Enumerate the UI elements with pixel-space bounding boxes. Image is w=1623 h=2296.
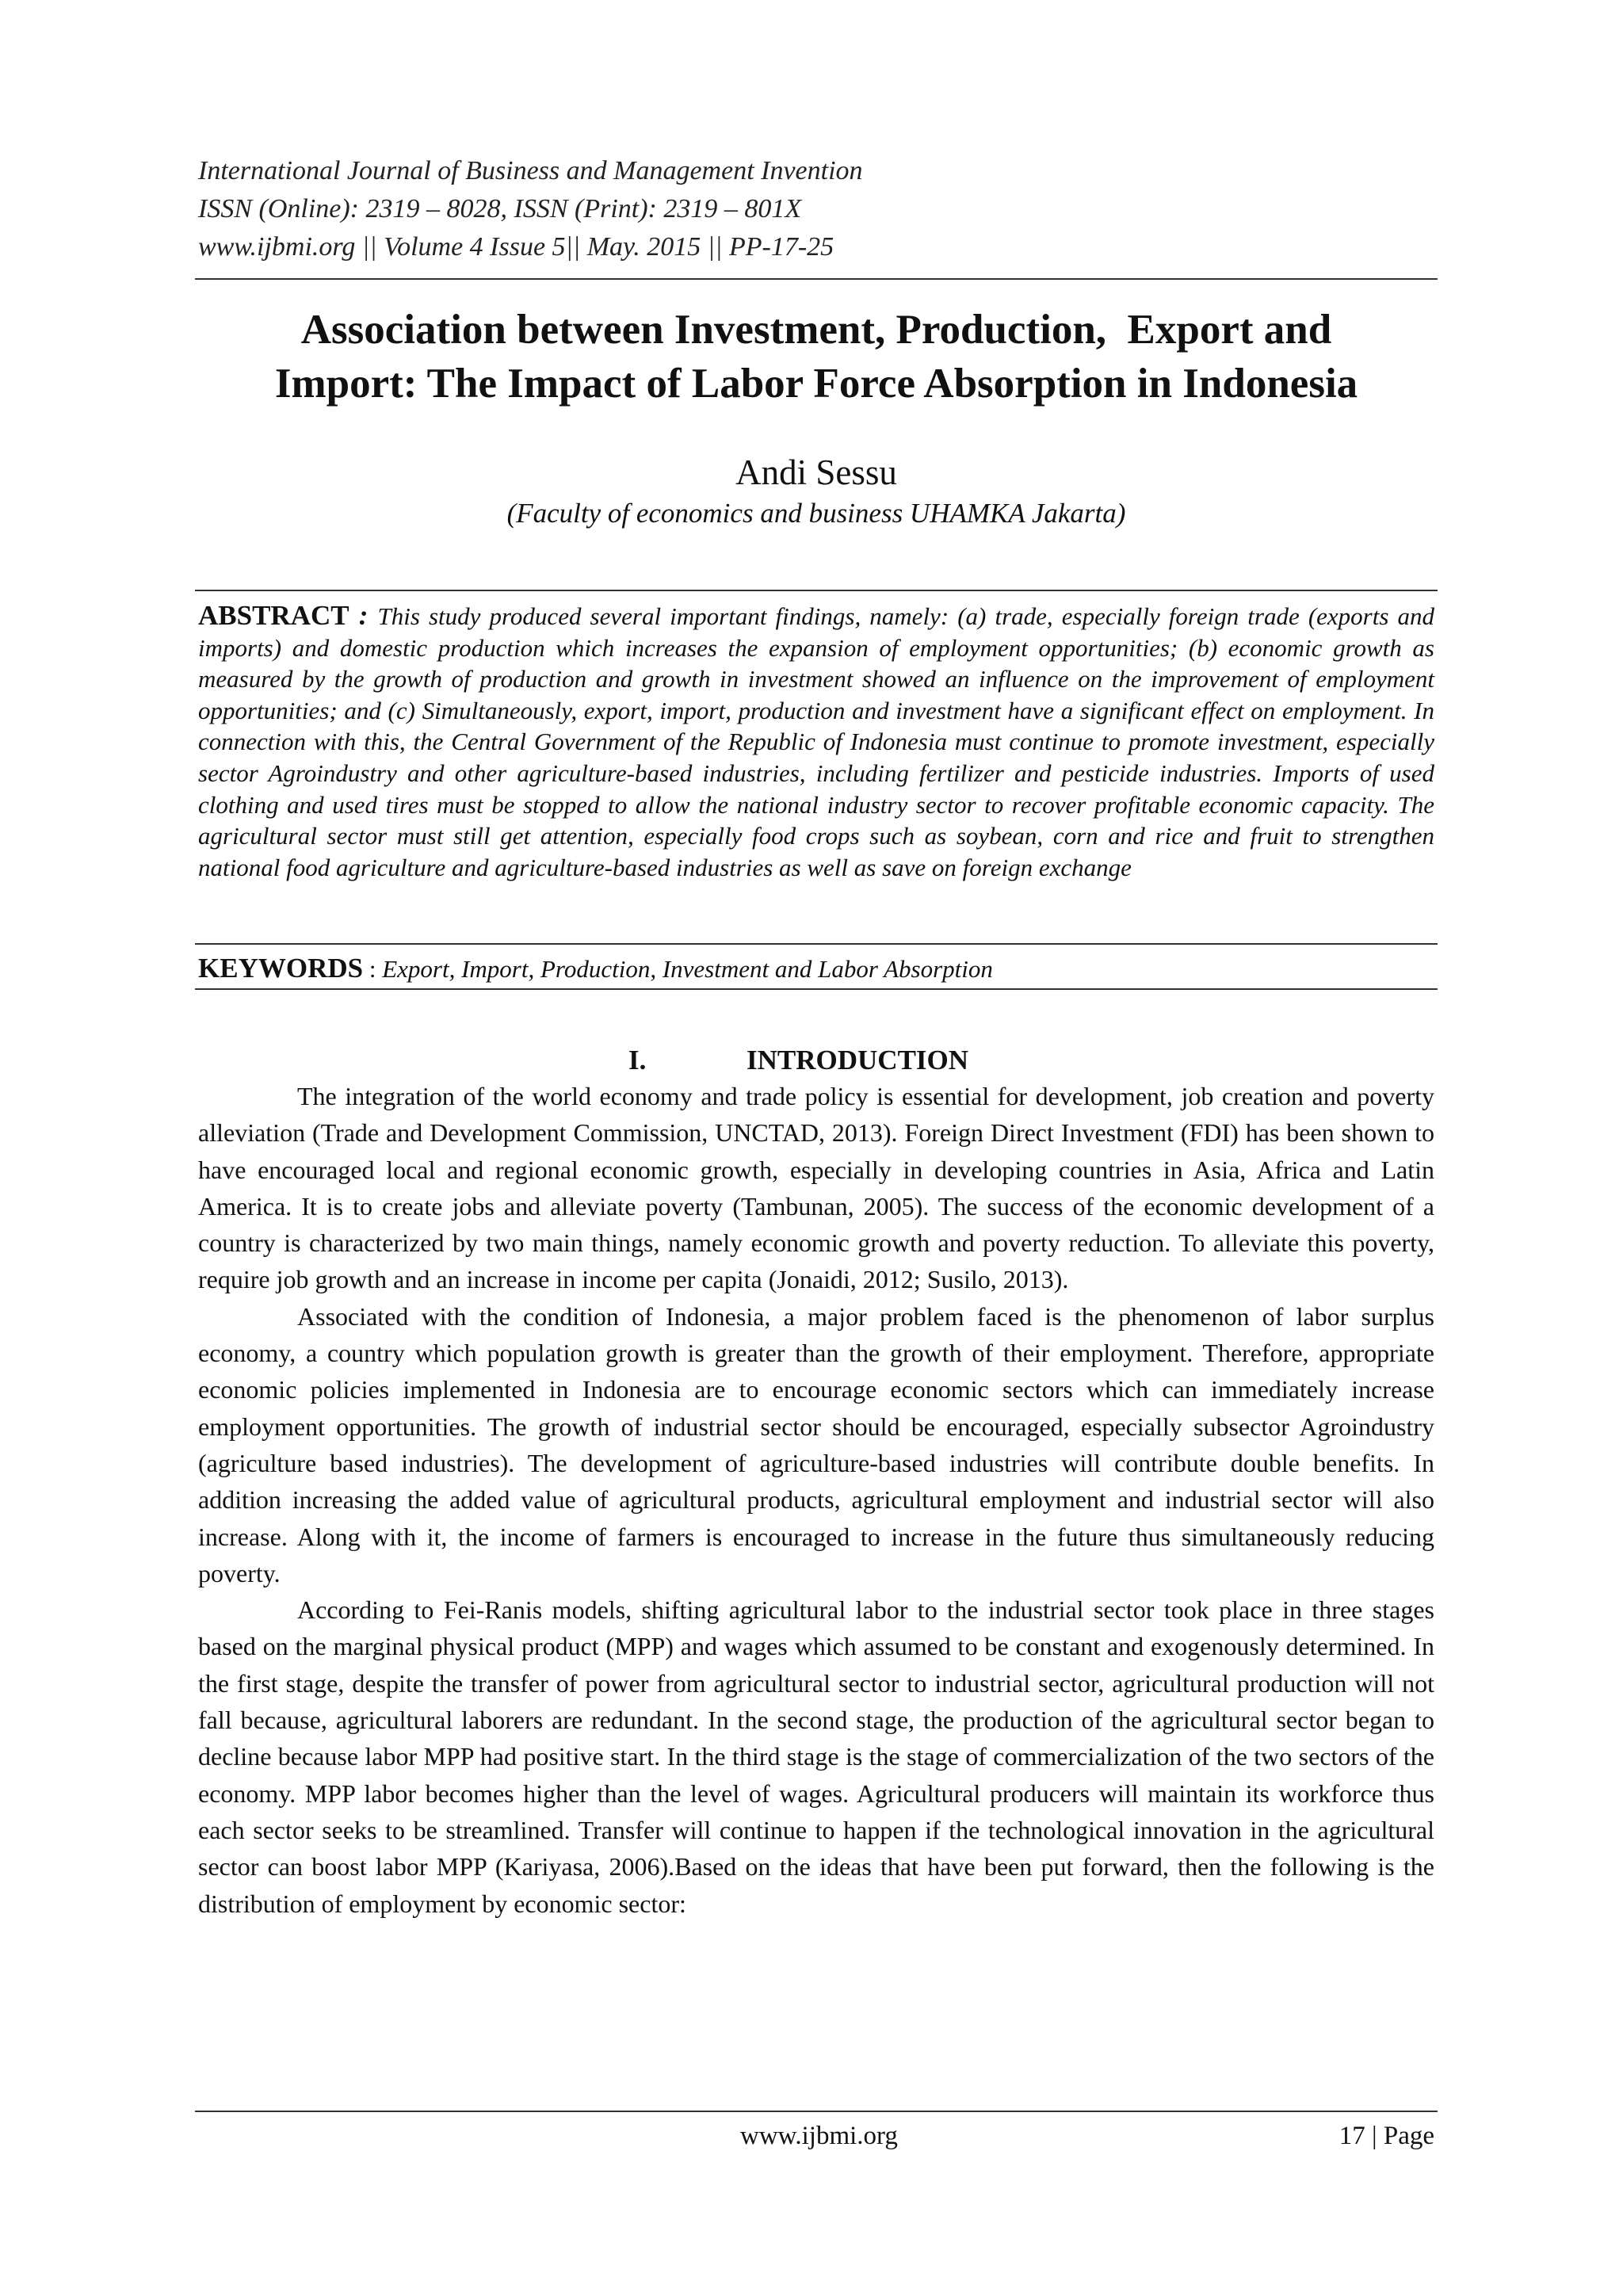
abstract-text: This study produced several important findings, namely: (a) trade, especially foreign trade (exports and imports) and domestic production which increases the expansion of employment opportunities; (b) economic growth as measured by the growth of production and growth in investment showed an influence on the improvement of employment opportunities; and (c) Simultaneously, export, import, production and investment have a significant effect on employment. In connection with this, the Central Government of the Republic of Indonesia must continue to promote investment, especially sector Agroindustry and other agriculture-based industries, including fertilizer and pesticide industries. Imports of used clothing and used tires must be stopped to allow the national industry sector to recover profitable economic capacity. The agricultural sector must still get attention, especially food crops such as soybean, corn and rice and fruit to strengthen national food agriculture and agriculture-based industries as well as save on foreign exchange (198, 602, 1435, 881)
author-name: Andi Sessu (735, 453, 897, 492)
keywords-text: Export, Import, Production, Investment and Labor Absorption (382, 955, 993, 983)
keywords-bottom-rule (195, 988, 1438, 990)
journal-name: International Journal of Business and Management Invention (198, 156, 863, 185)
keywords (198, 950, 1434, 988)
abstract (198, 600, 1434, 883)
section-number: I. (628, 1045, 647, 1075)
journal-issue: www.ijbmi.org || Volume 4 Issue 5|| May. 2015 || PP-17-25 (198, 232, 834, 262)
header-rule (195, 278, 1438, 280)
abstract-separator: : (349, 600, 378, 631)
abstract-label: ABSTRACT (198, 600, 349, 631)
journal-issn: ISSN (Online): 2319 – 8028, ISSN (Print): 2319 – 801X (198, 194, 802, 223)
title-line-1: Association between Investment, Production, Export and (300, 307, 1332, 353)
introduction-body (198, 1078, 1434, 1922)
keywords-label: KEYWORDS (198, 953, 364, 984)
section-title: INTRODUCTION (747, 1045, 969, 1075)
paper-title (195, 303, 1438, 411)
keywords-top-rule (195, 943, 1438, 945)
author-affiliation: (Faculty of economics and business UHAMKA Jakarta) (506, 498, 1126, 529)
abstract-top-rule (195, 590, 1438, 591)
paragraph-1: The integration of the world economy and trade policy is essential for development, job creation and poverty alleviation (Trade and Development Commission, UNCTAD, 2013). Foreign Direct Investment (FDI) has been shown to have encouraged local and regional economic growth, especially in developing countries in Asia, Africa and Latin America. It is to create jobs and alleviate poverty (Tambunan, 2005). The success of the economic development of a country is characterized by two main things, namely economic growth and poverty reduction. To alleviate this poverty, require job growth and an increase in income per capita (Jonaidi, 2012; Susilo, 2013). (198, 1082, 1434, 1294)
footer-page-number: 17 | Page (1338, 2122, 1434, 2150)
journal-header (198, 152, 1434, 266)
footer-site: www.ijbmi.org (740, 2122, 898, 2150)
footer-rule (195, 2111, 1438, 2112)
paragraph-2: Associated with the condition of Indonesia, a major problem faced is the phenomenon of labor surplus economy, a country which population growth is greater than the growth of their employment. Therefore, appropriate economic policies implemented in Indonesia are to encourage economic sectors which can immediately increase employment opportunities. The growth of industrial sector should be encouraged, especially subsector Agroindustry (agriculture based industries). The development of agriculture-based industries will contribute double benefits. In addition increasing the added value of agricultural products, agricultural employment and industrial sector will also increase. Along with it, the income of farmers is encouraged to increase in the future thus simultaneously reducing poverty. (198, 1301, 1434, 1587)
paragraph-3: According to Fei-Ranis models, shifting agricultural labor to the industrial sector took place in three stages based on the marginal physical product (MPP) and wages which assumed to be constant and exogenously determined. In the first stage, despite the transfer of power from agricultural sector to industrial sector, agricultural production will not fall because, agricultural laborers are redundant. In the second stage, the production of the agricultural sector began to decline because labor MPP had positive start. In the third stage is the stage of commercialization of the two sectors of the economy. MPP labor becomes higher than the level of wages. Agricultural producers will maintain its workforce thus each sector seeks to be streamlined. Transfer will continue to happen if the technological innovation in the agricultural sector can boost labor MPP (Kariyasa, 2006).Based on the ideas that have been put forward, then the following is the distribution of employment by economic sector: (198, 1595, 1434, 1918)
title-line-2: Import: The Impact of Labor Force Absorption in Indonesia (274, 361, 1358, 407)
keywords-separator: : (363, 955, 383, 983)
